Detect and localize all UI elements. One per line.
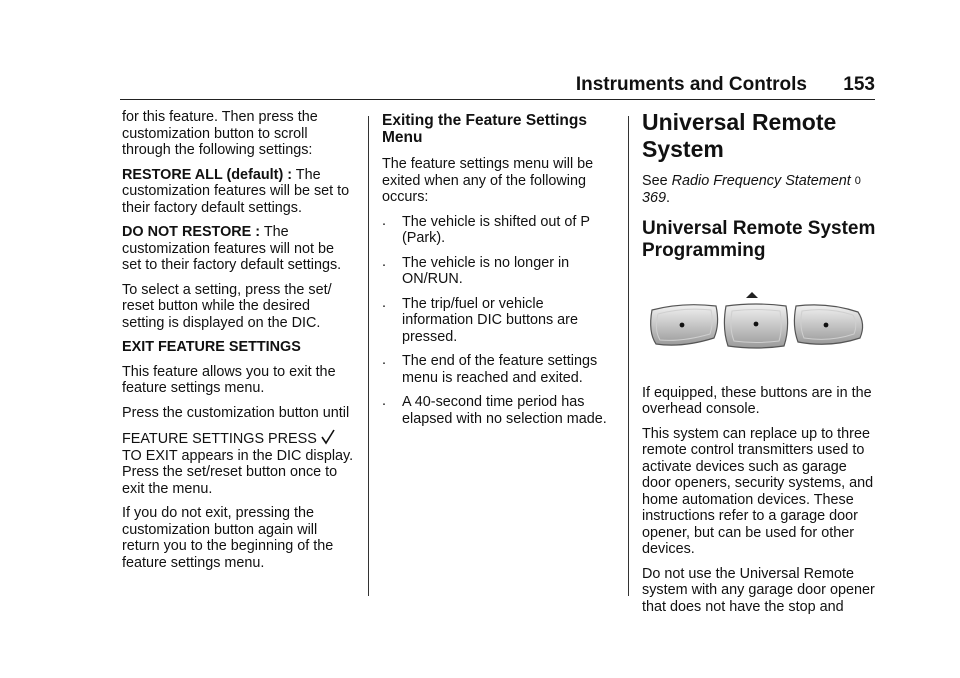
punctuation: . bbox=[666, 189, 671, 206]
paragraph: This system can replace up to three remote control transmitters used to activate devices such as garage door openers, security systems, and home automation devices. These instructions refer to a garage door opener, but can be used for other devices. bbox=[642, 425, 874, 557]
see-label: See bbox=[642, 173, 668, 189]
paragraph: This feature allows you to exit the feature settings menu. bbox=[122, 363, 336, 396]
display-message: FEATURE SETTINGS PRESS bbox=[122, 431, 317, 447]
paragraph: The feature settings menu will be exited when any of the following occurs: bbox=[382, 156, 594, 205]
checkmark-icon bbox=[321, 429, 335, 445]
reference-page[interactable]: 369 bbox=[642, 189, 667, 206]
paragraph: To select a setting, press the set/ reset button while the desired setting is displayed on the DIC. bbox=[122, 281, 332, 331]
subheading: EXIT FEATURE SETTINGS bbox=[122, 339, 301, 355]
paragraph: If you do not exit, pressing the customization button again will return you to the beginning of the feature settings menu. bbox=[122, 505, 334, 571]
paragraph: Do not use the Universal Remote system with any garage door opener that does not have the stop and bbox=[642, 565, 875, 615]
page-arrow-icon: 0 bbox=[854, 175, 861, 187]
subsection-title: Universal Remote System Programming bbox=[642, 218, 876, 261]
paragraph bbox=[122, 224, 354, 274]
page-header bbox=[120, 66, 875, 100]
reference-title[interactable]: Radio Frequency Statement bbox=[671, 173, 851, 189]
header-rule bbox=[120, 99, 875, 100]
section-title-large: Universal Remote System bbox=[642, 109, 837, 162]
list-item bbox=[382, 214, 614, 247]
paragraph bbox=[122, 429, 354, 497]
indicator-dot-icon bbox=[754, 322, 759, 327]
paragraph-text: TO EXIT appears in the DIC display. Press the set/reset button once to exit the menu. bbox=[122, 447, 354, 497]
universal-remote-buttons-figure bbox=[642, 284, 870, 360]
column-divider bbox=[368, 116, 369, 596]
paragraph: for this feature. Then press the customization button to scroll through the following settings: bbox=[122, 109, 318, 158]
column-2 bbox=[382, 109, 614, 435]
cross-reference bbox=[642, 173, 878, 206]
setting-label: RESTORE ALL (default) : bbox=[122, 166, 293, 183]
triangle-icon bbox=[746, 292, 758, 298]
remote-button-2[interactable] bbox=[724, 304, 787, 348]
section-title: Instruments and Controls bbox=[575, 74, 807, 95]
list-item-text: The trip/fuel or vehicle information DIC buttons are pressed. bbox=[402, 295, 578, 345]
remote-button-1[interactable] bbox=[651, 305, 718, 345]
list-item-text: A 40-second time period has elapsed with no selection made. bbox=[402, 394, 607, 427]
column-1 bbox=[122, 109, 354, 579]
indicator-dot-icon bbox=[824, 323, 829, 328]
paragraph: If equipped, these buttons are in the overhead console. bbox=[642, 384, 872, 417]
indicator-dot-icon bbox=[680, 323, 685, 328]
list-item-text: The vehicle is shifted out of P (Park). bbox=[402, 213, 590, 246]
page-number: 153 bbox=[843, 74, 875, 95]
bullet: . bbox=[382, 294, 386, 311]
list-item bbox=[382, 394, 614, 427]
column-divider bbox=[628, 116, 629, 596]
list-item-text: The vehicle is no longer in ON/RUN. bbox=[402, 254, 570, 287]
list-item bbox=[382, 255, 614, 288]
list-item bbox=[382, 353, 614, 386]
bullet: . bbox=[382, 212, 386, 229]
setting-description: The customization features will be set to their factory default settings. bbox=[122, 166, 350, 216]
list-item-text: The end of the feature settings menu is reached and exited. bbox=[402, 353, 598, 386]
setting-description: The customization features will not be set to their factory default settings. bbox=[122, 224, 342, 273]
column-3 bbox=[642, 109, 878, 623]
bullet-list bbox=[382, 214, 614, 428]
bullet: . bbox=[382, 352, 386, 368]
list-item bbox=[382, 296, 614, 346]
bullet: . bbox=[382, 253, 386, 270]
remote-button-3[interactable] bbox=[794, 305, 862, 344]
setting-label: DO NOT RESTORE : bbox=[122, 224, 261, 240]
paragraph bbox=[122, 167, 354, 217]
bullet: . bbox=[382, 393, 386, 409]
paragraph: Press the customization button until bbox=[122, 404, 350, 421]
section-heading: Exiting the Feature Settings Menu bbox=[382, 112, 587, 146]
